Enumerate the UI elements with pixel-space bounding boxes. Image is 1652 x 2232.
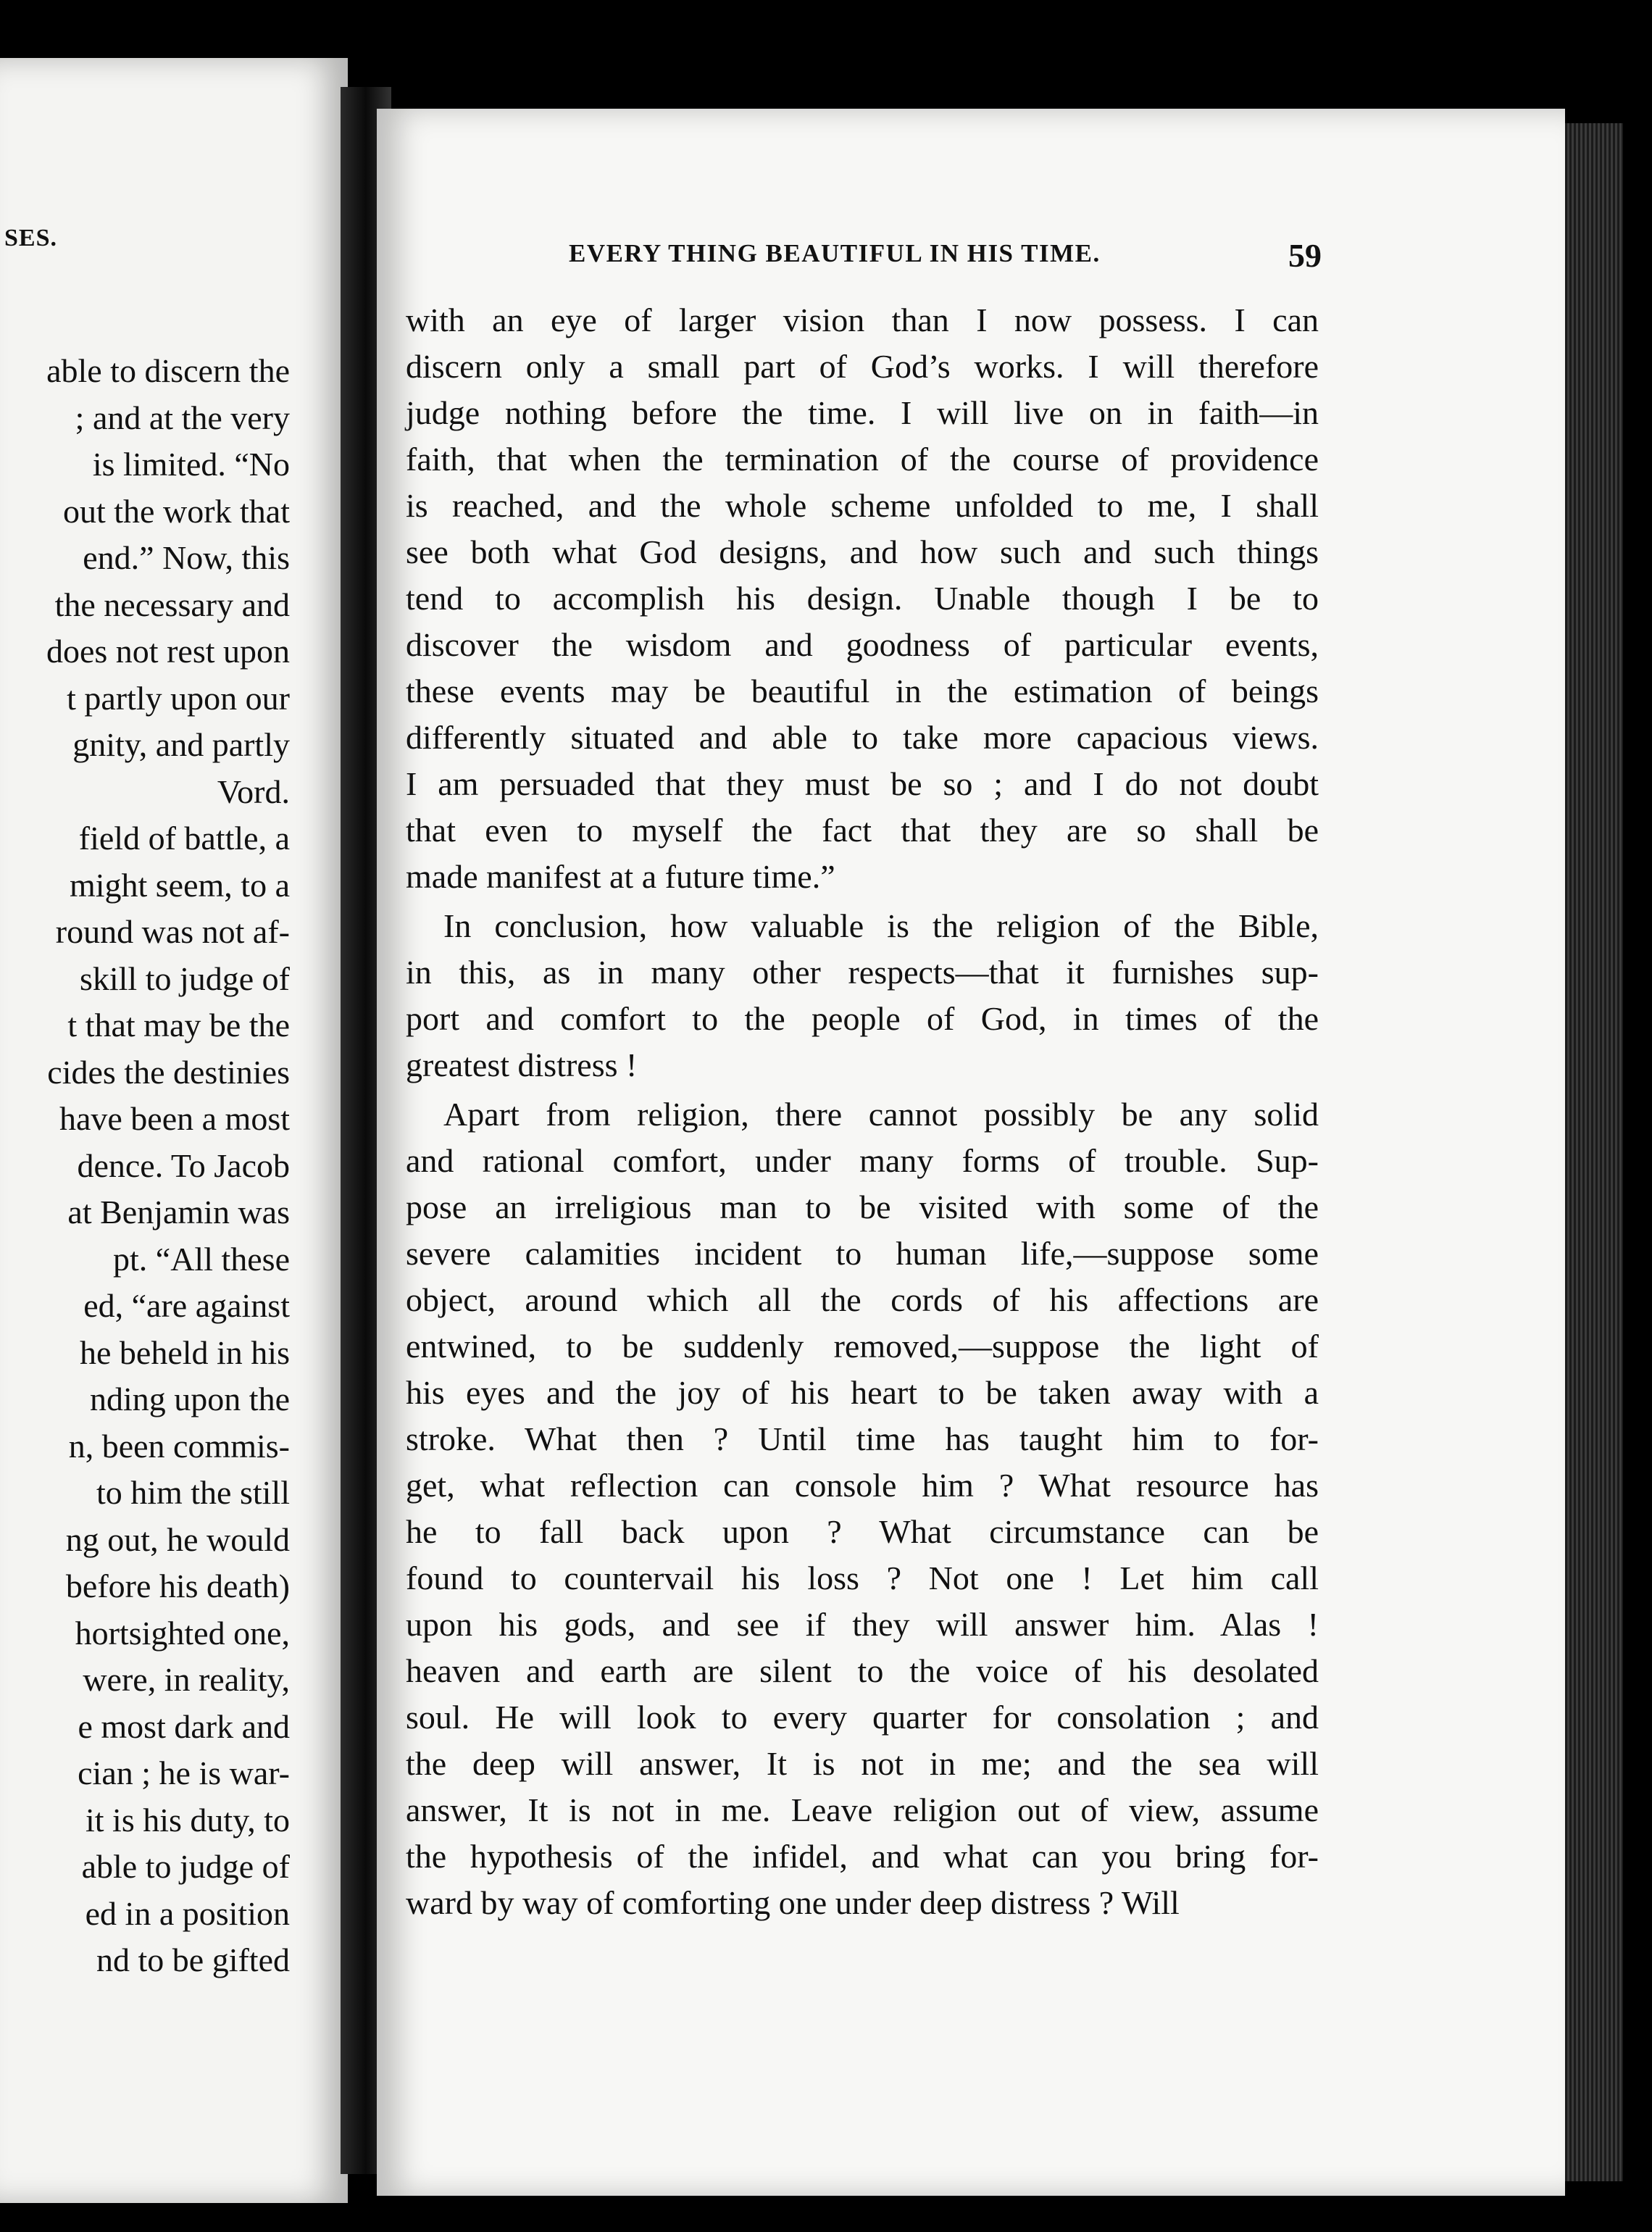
left-page-line: does not rest upon — [46, 633, 290, 670]
text-line: these events may be beautiful in the estimation of beings — [406, 672, 1319, 709]
left-page-line: might seem, to a — [69, 866, 290, 904]
text-line: Apart from religion, there cannot possibly be any solid — [443, 1096, 1319, 1133]
left-page-text — [0, 348, 290, 1984]
left-page-line: able to judge of — [81, 1848, 290, 1885]
left-page-line: pt. “All these — [113, 1240, 290, 1278]
left-page-line: hortsighted one, — [75, 1614, 290, 1652]
left-page-line: before his death) — [65, 1567, 290, 1604]
left-page-line: it is his duty, to — [85, 1801, 290, 1839]
text-line: severe calamities incident to human life,—suppose some — [406, 1235, 1319, 1272]
left-page-line: Vord. — [217, 773, 290, 810]
left-page-line: cian ; he is war- — [78, 1754, 290, 1791]
left-page-line: the necessary and — [54, 586, 290, 623]
left-page-line: to him the still — [96, 1474, 290, 1511]
body-text — [406, 297, 1319, 1926]
text-line: and rational comfort, under many forms of trouble. Sup- — [406, 1142, 1319, 1179]
text-line: heaven and earth are silent to the voice of his desolated — [406, 1652, 1319, 1689]
text-line: pose an irreligious man to be visited with some of the — [406, 1188, 1319, 1225]
left-page — [0, 58, 348, 2203]
left-page-line: is limited. “No — [92, 446, 290, 483]
text-line: that even to myself the fact that they are so shall be — [406, 812, 1319, 849]
text-line: he to fall back upon ? What circumstance can be — [406, 1513, 1319, 1550]
paragraph — [406, 1091, 1319, 1926]
left-page-line: ed, “are against — [83, 1287, 290, 1324]
text-line: discover the wisdom and goodness of particular events, — [406, 626, 1319, 663]
text-line: with an eye of larger vision than I now possess. I can — [406, 301, 1319, 338]
left-page-line: round was not af- — [55, 913, 290, 950]
left-page-line: field of battle, a — [78, 820, 290, 857]
left-page-line: at Benjamin was — [67, 1194, 290, 1230]
text-line: entwined, to be suddenly removed,—suppose the light of — [406, 1328, 1319, 1365]
text-line: faith, that when the termination of the course of providence — [406, 441, 1319, 478]
left-page-line: he beheld in his — [80, 1333, 290, 1371]
left-page-line: end.” Now, this — [83, 539, 290, 576]
left-page-line: able to discern the — [46, 352, 290, 389]
page-edges — [1565, 123, 1623, 2181]
text-line: object, around which all the cords of his affections are — [406, 1281, 1319, 1318]
left-page-line: nd to be gifted — [96, 1941, 290, 1978]
text-line: the hypothesis of the infidel, and what can you bring for- — [406, 1838, 1319, 1875]
text-line: In conclusion, how valuable is the religion of the Bible, — [443, 907, 1319, 944]
text-line: tend to accomplish his design. Unable though I be to — [406, 580, 1319, 617]
page-number: 59 — [1288, 237, 1322, 274]
text-line: port and comfort to the people of God, in times of the — [406, 1000, 1319, 1037]
left-page-line: e most dark and — [78, 1707, 290, 1745]
left-page-line: t partly upon our — [67, 679, 290, 717]
paragraph — [406, 297, 1319, 900]
paragraph — [406, 903, 1319, 1088]
text-line: judge nothing before the time. I will live on in faith—in — [406, 394, 1319, 431]
text-line: soul. He will look to every quarter for consolation ; and — [406, 1699, 1319, 1736]
left-page-line: have been a most — [59, 1100, 290, 1137]
text-line: the deep will answer, It is not in me; and the sea will — [406, 1745, 1319, 1782]
left-page-line: nding upon the — [90, 1381, 290, 1417]
left-running-head: SES. — [4, 225, 57, 251]
text-line: get, what reflection can console him ? What resource has — [406, 1467, 1319, 1504]
text-line: I am persuaded that they must be so ; and I do not doubt — [406, 765, 1319, 802]
text-line: is reached, and the whole scheme unfolded to me, I shall — [406, 487, 1319, 524]
left-page-line: ; and at the very — [75, 399, 290, 436]
left-page-line: out the work that — [63, 492, 290, 530]
text-line: his eyes and the joy of his heart to be taken away with a — [406, 1374, 1319, 1411]
left-page-line: ng out, he would — [65, 1520, 290, 1558]
text-line: greatest distress ! — [406, 1046, 638, 1083]
left-page-line: dence. To Jacob — [77, 1146, 290, 1184]
left-page-line: skill to judge of — [79, 959, 290, 997]
text-line: differently situated and able to take more capacious views. — [406, 719, 1319, 756]
text-line: upon his gods, and see if they will answer him. Alas ! — [406, 1606, 1319, 1643]
left-page-line: n, been commis- — [68, 1427, 290, 1465]
text-line: see both what God designs, and how such and such things — [406, 533, 1319, 570]
text-line: found to countervail his loss ? Not one ! Let him call — [406, 1560, 1319, 1596]
left-page-line: ed in a position — [85, 1894, 290, 1932]
text-line: in this, as in many other respects—that it furnishes sup- — [406, 954, 1319, 991]
left-page-line: t that may be the — [67, 1007, 290, 1044]
text-line: ward by way of comforting one under deep distress ? Will — [406, 1884, 1180, 1921]
text-line: answer, It is not in me. Leave religion out of view, assume — [406, 1791, 1319, 1828]
text-line: stroke. What then ? Until time has taught him to for- — [406, 1420, 1319, 1457]
text-line: made manifest at a future time.” — [406, 858, 835, 895]
text-line: discern only a small part of God’s works. I will therefore — [406, 348, 1319, 385]
left-page-line: cides the destinies — [47, 1053, 290, 1091]
running-head: EVERY THING BEAUTIFUL IN HIS TIME. — [569, 239, 1101, 267]
left-page-line: gnity, and partly — [72, 726, 290, 763]
left-page-line: were, in reality, — [83, 1661, 290, 1698]
